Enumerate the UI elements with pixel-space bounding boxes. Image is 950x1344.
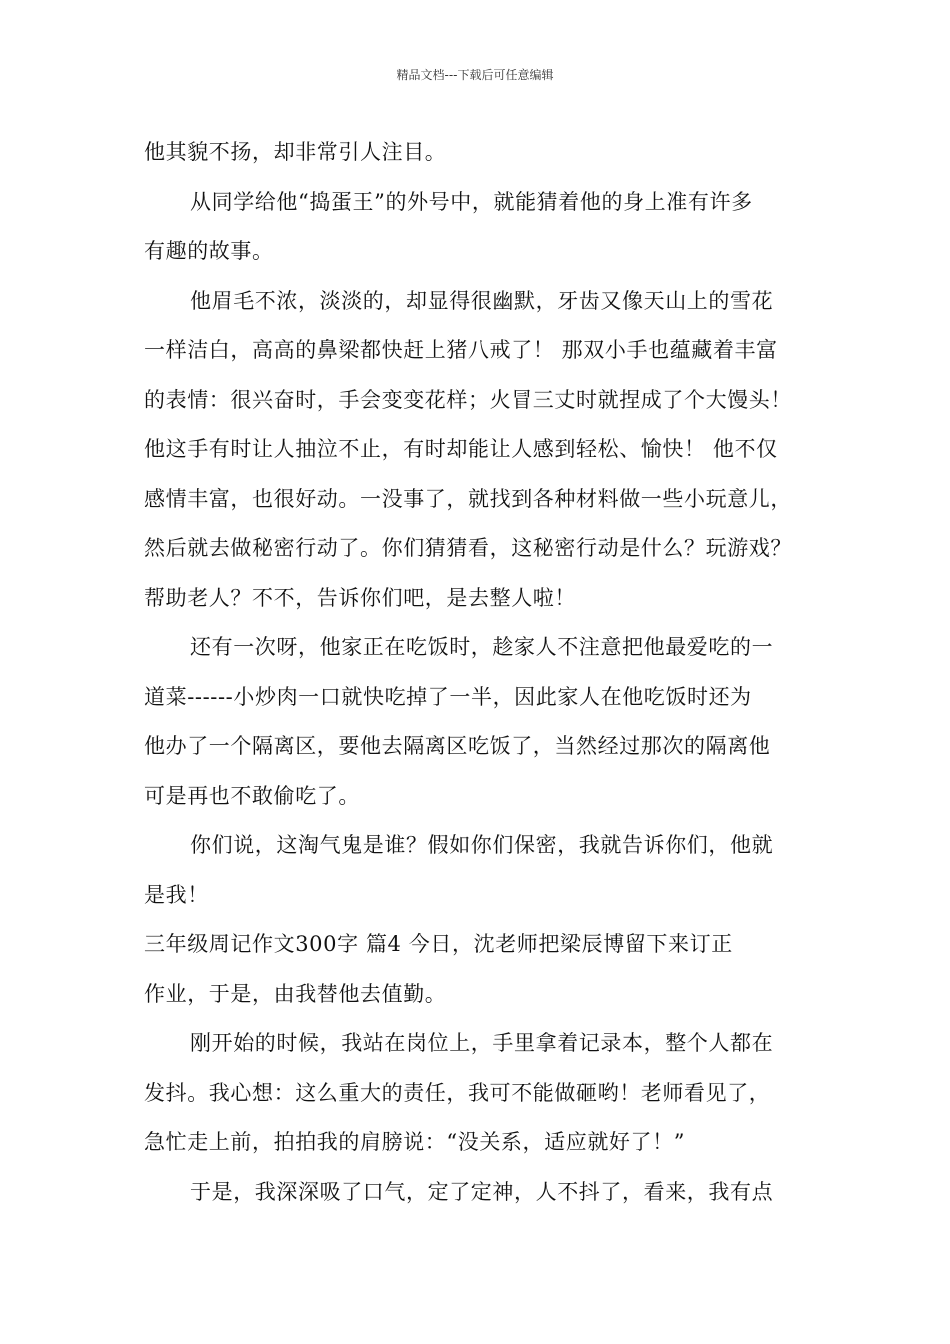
section-title-line: 三年级周记作文300字 篇4 今日，沈老师把梁辰博留下来订正 <box>144 932 733 956</box>
text-line: 然后就去做秘密行动了。你们猜猜看，这秘密行动是什么？玩游戏？ <box>144 536 792 560</box>
text-line: 发抖。我心想：这么重大的责任，我可不能做砸哟！老师看见了， <box>144 1080 771 1105</box>
text-line: 是我！ <box>144 882 209 907</box>
text-line: 从同学给他“捣蛋王”的外号中，就能猜着他的身上准有许多 <box>190 189 753 214</box>
text-line: 他这手有时让人抽泣不止，有时却能让人感到轻松、愉快！ 他不仅 <box>144 437 778 461</box>
text-line: 他眉毛不浓，淡淡的，却显得很幽默，牙齿又像天山上的雪花 <box>190 288 774 313</box>
document-body <box>144 128 834 1217</box>
text-line: 于是，我深深吸了口气，定了定神，人不抖了，看来，我有点 <box>190 1179 774 1204</box>
text-line: 的表情：很兴奋时，手会变变花样；火冒三丈时就捏成了个大馒头！ <box>144 387 792 412</box>
text-line: 他其貌不扬，却非常引人注目。 <box>144 140 447 164</box>
text-line: 他办了一个隔离区，要他去隔离区吃饭了，当然经过那次的隔离他 <box>144 734 771 758</box>
text-line: 作业，于是，由我替他去值勤。 <box>144 981 447 1006</box>
text-line: 刚开始的时候，我站在岗位上，手里拿着记录本，整个人都在 <box>190 1031 774 1055</box>
text-line: 你们说，这淘气鬼是谁？假如你们保密，我就告诉你们，他就 <box>190 833 774 857</box>
text-line: 感情丰富，也很好动。一没事了，就找到各种材料做一些小玩意儿， <box>144 486 792 511</box>
text-line: 有趣的故事。 <box>144 239 274 263</box>
text-line: 帮助老人？不不，告诉你们吧，是去整人啦！ <box>144 585 576 610</box>
text-line: 还有一次呀，他家正在吃饭时，趁家人不注意把他最爱吃的一 <box>190 635 774 659</box>
text-line: 一样洁白，高高的鼻梁都快赶上猪八戒了！ 那双小手也蕴藏着丰富 <box>144 338 778 362</box>
text-line: 可是再也不敢偷吃了。 <box>144 783 360 808</box>
text-line: 道菜------小炒肉一口就快吃掉了一半，因此家人在他吃饭时还为 <box>144 684 752 709</box>
page-header: 精品文档---下载后可任意编辑 <box>396 68 554 82</box>
text-line: 急忙走上前，拍拍我的肩膀说：“没关系，适应就好了！” <box>144 1130 686 1154</box>
